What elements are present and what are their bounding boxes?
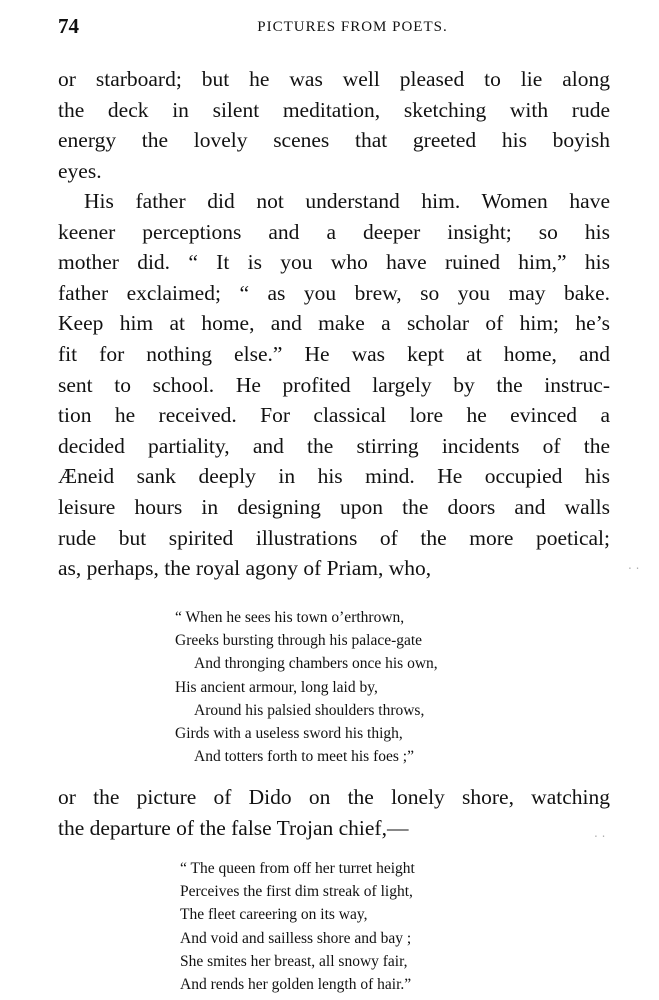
page-header xyxy=(58,14,607,40)
text-line: keener perceptions and a deeper insight; so his xyxy=(58,219,610,244)
page-number: 74 xyxy=(58,14,79,38)
verse-line: And thronging chambers once his own, xyxy=(194,655,438,673)
paragraph-1 xyxy=(58,64,610,186)
verse-line: Greeks bursting through his palace-gate xyxy=(175,632,423,650)
text-line: or the picture of Dido on the lonely shore, watching xyxy=(58,785,610,809)
text-line: rude but spirited illustrations of the more poetical; xyxy=(58,525,610,550)
text-line: decided partiality, and the stirring incidents of the xyxy=(58,433,610,458)
text-line: Keep him at home, and make a scholar of him; he’s xyxy=(58,311,610,336)
verse-quotation-dido xyxy=(180,857,415,996)
verse-line: And totters forth to meet his foes ;” xyxy=(194,748,414,766)
text-line: energy the lovely scenes that greeted his boyish xyxy=(58,128,610,153)
verse-line: And void and sailless shore and bay ; xyxy=(180,929,412,947)
verse-line: She smites her breast, all snowy fair, xyxy=(180,952,408,970)
text-line: leisure hours in designing upon the doors and walls xyxy=(58,494,610,519)
scan-speck: . . xyxy=(628,558,640,572)
paragraph-3 xyxy=(58,782,610,843)
text-line: the departure of the false Trojan chief,— xyxy=(58,815,409,840)
text-line: fit for nothing else.” He was kept at home, and xyxy=(58,341,610,366)
text-line: mother did. “ It is you who have ruined him,” his xyxy=(58,250,610,275)
verse-line: And rends her golden length of hair.” xyxy=(180,976,412,994)
verse-quotation-priam xyxy=(175,606,438,768)
text-line: as, perhaps, the royal agony of Priam, who, xyxy=(58,556,432,581)
scan-speck: . . xyxy=(594,826,606,840)
verse-line: Around his palsied shoulders throws, xyxy=(194,701,425,719)
verse-line: “ The queen from off her turret height xyxy=(180,860,415,877)
text-line: sent to school. He profited largely by the instruc- xyxy=(58,372,610,397)
paragraph-2 xyxy=(58,186,610,584)
text-line: father exclaimed; “ as you brew, so you may bake. xyxy=(58,280,610,305)
running-head: PICTURES FROM POETS. xyxy=(257,19,448,35)
verse-line: The fleet careering on its way, xyxy=(180,906,368,924)
text-line: the deck in silent meditation, sketching with rude xyxy=(58,97,610,122)
verse-line: Girds with a useless sword his thigh, xyxy=(175,725,403,743)
text-line: or starboard; but he was well pleased to lie along xyxy=(58,67,610,91)
text-line: tion he received. For classical lore he evinced a xyxy=(58,403,610,428)
verse-line: Perceives the first dim streak of light, xyxy=(180,883,413,901)
verse-line: His ancient armour, long laid by, xyxy=(175,678,378,696)
verse-line: “ When he sees his town o’erthrown, xyxy=(175,609,405,626)
text-line: eyes. xyxy=(58,158,102,183)
text-line: Æneid sank deeply in his mind. He occupied his xyxy=(58,464,610,489)
text-line: His father did not understand him. Women have xyxy=(84,189,610,213)
